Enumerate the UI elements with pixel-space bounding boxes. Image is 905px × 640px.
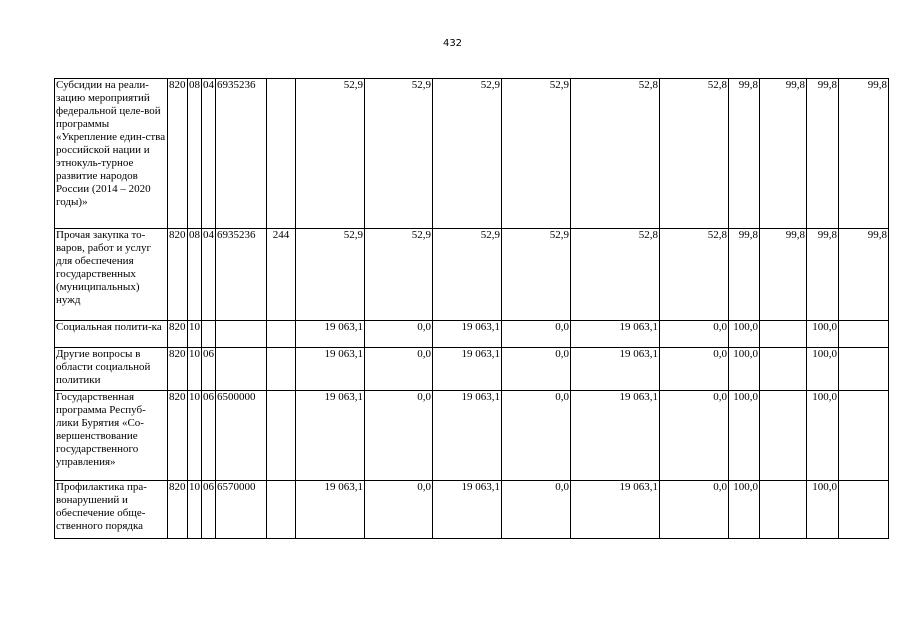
value-cell: 19 063,1 — [296, 481, 365, 539]
row-name: Субсидии на реали-зацию мероприятий федеральной целе-вой программы «Укрепление един-ства российской нации и этнокуль-турное развитие народов России (2014 – 2020 годы)» — [55, 79, 168, 229]
percent-cell: 99,8 — [839, 229, 889, 321]
target-article-code: 6500000 — [216, 391, 267, 481]
percent-cell — [760, 481, 807, 539]
target-article-code: 6935236 — [216, 79, 267, 229]
section-code: 10 — [188, 391, 202, 481]
subsection-code: 06 — [202, 348, 216, 391]
percent-cell: 100,0 — [729, 481, 760, 539]
table-row — [55, 79, 889, 229]
percent-cell: 99,8 — [839, 79, 889, 229]
table-row — [55, 481, 889, 539]
expense-type-code — [267, 321, 296, 348]
percent-cell — [839, 391, 889, 481]
value-cell: 19 063,1 — [433, 348, 502, 391]
row-name: Профилактика пра-вонарушений и обеспечение обще-ственного порядка — [55, 481, 168, 539]
value-cell: 19 063,1 — [571, 348, 660, 391]
section-code: 08 — [188, 79, 202, 229]
percent-cell: 99,8 — [807, 229, 839, 321]
value-cell: 52,9 — [433, 79, 502, 229]
expense-type-code — [267, 391, 296, 481]
subsection-code: 04 — [202, 79, 216, 229]
row-name: Социальная полити-ка — [55, 321, 168, 348]
value-cell: 52,9 — [433, 229, 502, 321]
value-cell: 52,9 — [296, 229, 365, 321]
percent-cell — [839, 348, 889, 391]
value-cell: 52,9 — [502, 79, 571, 229]
grbs-code: 820 — [168, 321, 188, 348]
percent-cell: 100,0 — [729, 348, 760, 391]
expense-type-code — [267, 79, 296, 229]
percent-cell: 100,0 — [729, 321, 760, 348]
subsection-code: 06 — [202, 481, 216, 539]
target-article-code — [216, 348, 267, 391]
grbs-code: 820 — [168, 391, 188, 481]
target-article-code: 6570000 — [216, 481, 267, 539]
row-name: Прочая закупка то-варов, работ и услуг для обеспечения государственных (муниципальных) нужд — [55, 229, 168, 321]
grbs-code: 820 — [168, 229, 188, 321]
row-name: Другие вопросы в области социальной политики — [55, 348, 168, 391]
section-code: 10 — [188, 348, 202, 391]
percent-cell — [839, 481, 889, 539]
table-row — [55, 229, 889, 321]
percent-cell: 100,0 — [807, 348, 839, 391]
value-cell: 19 063,1 — [433, 481, 502, 539]
value-cell: 0,0 — [502, 391, 571, 481]
value-cell: 19 063,1 — [571, 321, 660, 348]
value-cell: 0,0 — [660, 391, 729, 481]
table-row — [55, 391, 889, 481]
expense-type-code: 244 — [267, 229, 296, 321]
value-cell: 52,9 — [502, 229, 571, 321]
value-cell: 0,0 — [660, 321, 729, 348]
value-cell: 19 063,1 — [296, 321, 365, 348]
value-cell: 52,9 — [365, 229, 433, 321]
value-cell: 0,0 — [502, 481, 571, 539]
value-cell: 52,8 — [660, 229, 729, 321]
grbs-code: 820 — [168, 348, 188, 391]
percent-cell — [839, 321, 889, 348]
target-article-code — [216, 321, 267, 348]
subsection-code: 04 — [202, 229, 216, 321]
value-cell: 0,0 — [365, 481, 433, 539]
value-cell: 19 063,1 — [433, 391, 502, 481]
value-cell: 19 063,1 — [571, 481, 660, 539]
percent-cell: 100,0 — [807, 321, 839, 348]
value-cell: 0,0 — [365, 391, 433, 481]
budget-table — [54, 78, 889, 539]
percent-cell — [760, 321, 807, 348]
expense-type-code — [267, 348, 296, 391]
percent-cell: 99,8 — [729, 79, 760, 229]
page-number: 432 — [442, 38, 463, 49]
percent-cell — [760, 348, 807, 391]
row-name: Государственная программа Респуб-лики Бурятия «Со-вершенствование государственного управления» — [55, 391, 168, 481]
value-cell: 52,9 — [365, 79, 433, 229]
value-cell: 19 063,1 — [296, 348, 365, 391]
subsection-code — [202, 321, 216, 348]
table-row — [55, 348, 889, 391]
value-cell: 0,0 — [660, 481, 729, 539]
value-cell: 19 063,1 — [296, 391, 365, 481]
section-code: 10 — [188, 481, 202, 539]
value-cell: 52,9 — [296, 79, 365, 229]
value-cell: 0,0 — [365, 348, 433, 391]
percent-cell: 99,8 — [807, 79, 839, 229]
value-cell: 19 063,1 — [433, 321, 502, 348]
value-cell: 52,8 — [571, 229, 660, 321]
value-cell: 52,8 — [571, 79, 660, 229]
grbs-code: 820 — [168, 79, 188, 229]
percent-cell: 100,0 — [729, 391, 760, 481]
target-article-code: 6935236 — [216, 229, 267, 321]
grbs-code: 820 — [168, 481, 188, 539]
value-cell: 0,0 — [660, 348, 729, 391]
section-code: 08 — [188, 229, 202, 321]
subsection-code: 06 — [202, 391, 216, 481]
percent-cell: 99,8 — [729, 229, 760, 321]
expense-type-code — [267, 481, 296, 539]
percent-cell: 99,8 — [760, 79, 807, 229]
value-cell: 0,0 — [365, 321, 433, 348]
percent-cell: 100,0 — [807, 481, 839, 539]
table-body — [55, 79, 889, 539]
value-cell: 52,8 — [660, 79, 729, 229]
percent-cell: 100,0 — [807, 391, 839, 481]
percent-cell: 99,8 — [760, 229, 807, 321]
value-cell: 19 063,1 — [571, 391, 660, 481]
percent-cell — [760, 391, 807, 481]
table-row — [55, 321, 889, 348]
value-cell: 0,0 — [502, 348, 571, 391]
section-code: 10 — [188, 321, 202, 348]
value-cell: 0,0 — [502, 321, 571, 348]
